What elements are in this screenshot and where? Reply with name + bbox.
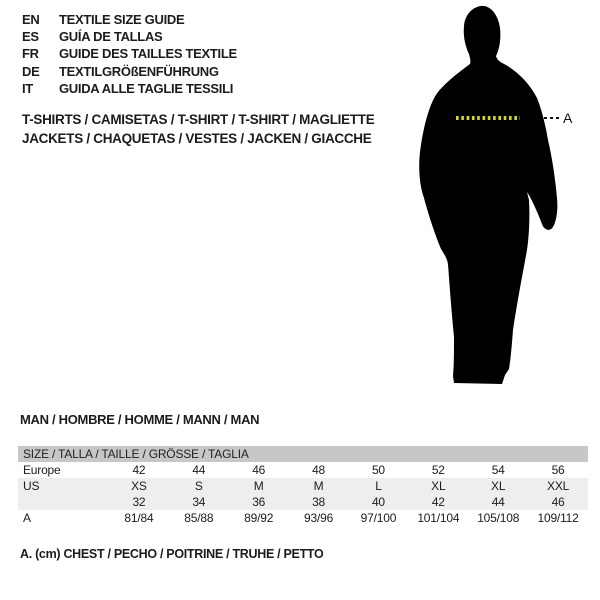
category-line-tshirts: T-SHIRTS / CAMISETAS / T-SHIRT / T-SHIRT / MAGLIETTE xyxy=(22,112,375,127)
table-cell: 54 xyxy=(491,463,505,477)
table-cell: 46 xyxy=(252,463,266,477)
table-cell: 44 xyxy=(192,463,206,477)
table-cell: 85/88 xyxy=(184,511,214,525)
language-row-en xyxy=(22,11,237,28)
language-label: TEXTILE SIZE GUIDE xyxy=(59,12,185,27)
table-cell: S xyxy=(194,479,203,493)
table-cell: 52 xyxy=(431,463,445,477)
table-cell: 40 xyxy=(371,495,385,509)
table-row-us xyxy=(18,478,588,494)
row-label: A xyxy=(23,511,31,525)
measure-label-a: A xyxy=(563,110,573,126)
language-label: GUÍA DE TALLAS xyxy=(59,29,163,45)
table-cell: L xyxy=(375,479,382,493)
table-cell: 38 xyxy=(312,495,326,509)
table-cell: XL xyxy=(491,479,506,493)
language-code: DE xyxy=(22,63,40,79)
table-cell: M xyxy=(313,479,324,493)
language-code: IT xyxy=(22,80,33,96)
language-label: TEXTILGRÖßENFÜHRUNG xyxy=(59,63,219,79)
table-row-europe xyxy=(18,462,588,478)
table-cell: 42 xyxy=(431,495,445,509)
language-code: ES xyxy=(22,29,39,45)
table-cell: 109/112 xyxy=(537,511,579,525)
language-row-fr xyxy=(22,45,237,62)
table-cell: 93/96 xyxy=(304,511,334,525)
row-label: Europe xyxy=(23,463,61,477)
table-cell: XS xyxy=(131,479,147,493)
table-cell: M xyxy=(253,479,264,493)
language-code: FR xyxy=(22,46,39,62)
table-row-chest-a xyxy=(18,510,588,526)
size-table xyxy=(18,446,588,526)
table-row-numeric xyxy=(18,494,588,510)
table-cell: 36 xyxy=(252,495,266,509)
table-cell: 48 xyxy=(312,463,326,477)
row-label: US xyxy=(23,479,40,493)
table-cell: 34 xyxy=(192,495,206,509)
language-label: GUIDE DES TAILLES TEXTILE xyxy=(59,46,237,62)
section-title-man: MAN / HOMBRE / HOMME / MANN / MAN xyxy=(20,412,260,427)
table-cell: 56 xyxy=(551,463,565,477)
table-cell: 32 xyxy=(132,495,146,509)
language-row-es xyxy=(22,28,237,45)
language-row-de xyxy=(22,63,237,80)
language-guide xyxy=(22,11,237,97)
measurement-footnote: A. (cm) CHEST / PECHO / POITRINE / TRUHE / PETTO xyxy=(20,547,324,561)
man-silhouette-figure xyxy=(410,2,590,394)
row-label xyxy=(18,494,109,510)
category-lines xyxy=(22,110,374,148)
table-cell: 44 xyxy=(491,495,505,509)
table-cell: 46 xyxy=(551,495,565,509)
language-code: EN xyxy=(22,12,40,27)
table-cell: 101/104 xyxy=(417,511,460,525)
table-cell: 89/92 xyxy=(244,511,274,525)
table-cell: 42 xyxy=(132,463,146,477)
table-cell: XL xyxy=(431,479,446,493)
category-line-jackets: JACKETS / CHAQUETAS / VESTES / JACKEN / GIACCHE xyxy=(22,131,372,146)
size-table-header: SIZE / TALLA / TAILLE / GRÖSSE / TAGLIA xyxy=(18,446,588,462)
table-cell: XXL xyxy=(547,479,570,493)
language-row-it xyxy=(22,80,237,97)
table-cell: 97/100 xyxy=(360,511,397,525)
table-cell: 105/108 xyxy=(477,511,520,525)
table-cell: 50 xyxy=(371,463,385,477)
language-label: GUIDA ALLE TAGLIE TESSILI xyxy=(59,80,234,96)
table-cell: 81/84 xyxy=(124,511,154,525)
man-silhouette xyxy=(419,6,557,384)
